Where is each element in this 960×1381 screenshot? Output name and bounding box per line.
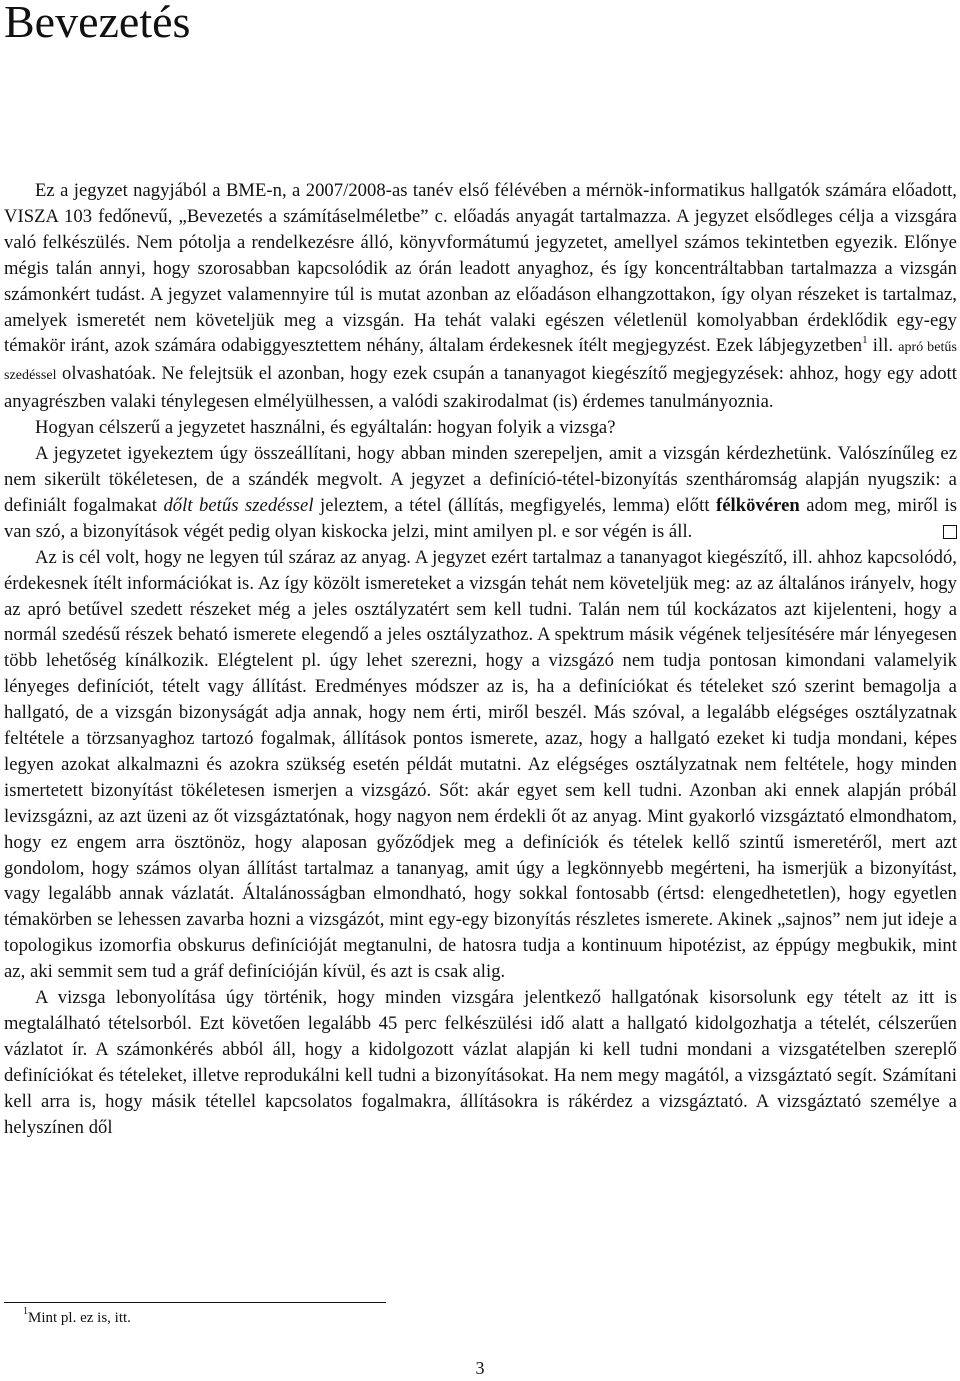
page-number: 3 <box>475 1358 485 1378</box>
paragraph-intro <box>4 178 957 415</box>
paragraph-structure <box>4 441 957 545</box>
footnote-text: Mint pl. ez is, itt. <box>28 1310 131 1326</box>
paragraph-grading: Az is cél volt, hogy ne legyen túl száraz az anyag. A jegyzet ezért tartalmaz a tananyagot kiegészítő, ill. ahhoz kapcsolódó, érdekesnek ítélt információkat is. Az így közölt ismereteket a vizsgán tehát nem követeljük meg: az az általános irányelv, hogy az apró betűvel szedett részeket még a jeles osztályzatért sem kell tudni. Talán nem túl kockázatos azt kijelenteni, hogy a normál szedésű részek beható ismerete elegendő a jeles osztályzathoz. A spektrum másik végének teljesítésére már lényegesen több lehetőség kínálkozik. Elégtelent pl. úgy lehet szerezni, hogy a vizsgázó nem tudja pontosan kimondani valamelyik lényeges definíciót, tételt vagy állítást. Eredményes módszer az is, ha a definíciókat és tételeket szó szerint bemagolja a hallgató, de a vizsgán bizonyságát adja annak, hogy nem érti, miről beszél. Más szóval, a legalább elégséges osztályzatnak feltétele a törzsanyaghoz tartozó fogalmak, állítások pontos ismerete, azaz, hogy a hallgató ezeket ki tudja mondani, képes legyen azokat alkalmazni és azokra szükség esetén példát mutatni. Az elégséges osztályzatnak nem feltétele, hogy minden ismertetett bizonyítást tökéletesen ismerjen a vizsgázó. Sőt: akár egyet sem kell tudni. Azonban aki ennek alapján próbál levizsgázni, az azt üzeni az őt vizsgáztatónak, hogy nagyon nem érdekli őt az anyag. Mint gyakorló vizsgáztató elmondhatom, hogy ez engem arra ösztönöz, hogy alaposan győződjek meg a definíciók és tételek kellő szintű ismeretéről, mert azt gondolom, hogy számos olyan állítást tartalmaz a tananyag, amit úgy a legkönnyebb megérteni, ha ismerjük a bizonyítást, vagy legalább annak vázlatát. Általánosságban elmondható, hogy sokkal fontosabb (értsd: elengedhetetlen), hogy egyetlen témakörben se lehessen zavarba hozni a vizsgázót, mint egy-egy bizonyítás részletes ismerete. Akinek „sajnos” nem jut ideje a topologikus izomorfia obskurus definícióját megtanulni, de hatosra tudja a kontinuum hipotézist, az éppúgy megbukik, mint az, aki semmit sem tud a gráf definícióján kívül, és azt is csak alig. <box>4 546 957 983</box>
small-print-sample: apró betűs szedéssel <box>4 340 957 384</box>
intro-text-a: Ez a jegyzet nagyjából a BME-n, a 2007/2008-as tanév első félévében a mérnök-informatikus hallgatók számára előadott, VISZA 103 fedőnevű, „Bevezetés a számításelméletbe” c. előadás anyagát tartalmazza. A jegyzet elsődleges célja a vizsgára való felkészülés. Nem pótolja a rendelkezésre álló, könyvformátumú jegyzetet, amellyel számos tekintetben egyezik. Előnye mégis talán annyi, hogy szorosabban kapcsolódik az órán leadott anyaghoz, és így koncentráltabban tartalmazza a vizsgán számonkért tudást. A jegyzet valamennyire túl is mutat azonban az előadáson elhangzottakon, így olyan részeket is tartalmaz, amelyek ismeretét nem követeljük meg a vizsgán. Ha tehát valaki egészen véletlenül komolyabban érdeklődik egy-egy témakör iránt, azok számára odabiggyesztettem néhány, általam érdekesnek ítélt megjegyzést. Ezek lábjegyzetben <box>4 180 957 357</box>
structure-text-a: A jegyzetet igyekeztem úgy összeállítani, hogy abban minden szerepeljen, amit a vizsgán kérdezhetünk. Valószínűleg ez nem sikerült tökéletesen, de a szándék megvolt. A jegyzet a definíció-tétel-bizonyítás szentháromság alapján nyugszik: a definiált fogalmakat <box>4 443 957 516</box>
footnote-reference: 1 <box>862 334 868 347</box>
footnote-mark: 1 <box>23 1306 28 1317</box>
qed-box-icon <box>943 525 957 539</box>
footnote <box>23 1306 131 1327</box>
intro-text-b: ill. <box>867 335 899 357</box>
footnote-divider <box>4 1302 386 1303</box>
chapter-title: Bevezetés <box>4 0 191 47</box>
paragraph-exam-procedure: A vizsga lebonyolítása úgy történik, hogy minden vizsgára jelentkező hallgatónak kisorsolunk egy tételt az itt is megtalálható tételsorból. Ezt követően legalább 45 perc felkészülési idő alatt a hallgató kidolgozhatja a tételét, célszerűen vázlatot ír. A számonkérés abból áll, hogy a kidolgozott vázlat alapján ki kell tudni mondani a vizsgatételben szereplő definíciókat és tételeket, illetve reprodukálni kell tudni a bizonyításokat. Ha nem megy magától, a vizsgáztató segít. Számítani kell arra is, hogy másik tétellel kapcsolatos fogalmakra, állításokra is rákérdez a vizsgáztató. A vizsgáztató személye a helyszínen dől <box>4 987 957 1138</box>
structure-text-c: adom meg, miről is van szó, a bizonyítások végét pedig olyan kiskocka jelzi, mint amilyen pl. e sor végén is áll. <box>4 494 958 542</box>
paragraph-question: Hogyan célszerű a jegyzetet használni, és egyáltalán: hogyan folyik a vizsga? <box>35 417 616 439</box>
bold-theorem-sample: félkövéren <box>716 494 800 516</box>
body-text <box>4 178 957 1141</box>
italic-definition-sample: dőlt betűs szedéssel <box>163 494 314 516</box>
intro-text-c: olvashatóak. Ne felejtsük el azonban, hogy ezek csupán a tananyagot kiegészítő megjegyzések: ahhoz, hogy egy adott anyagrészben valaki ténylegesen elmélyülhessen, a valódi szakirodalmat (is) érdemes tanulmányoznia. <box>4 363 957 413</box>
structure-text-b: jeleztem, a tétel (állítás, megfigyelés, lemma) előtt <box>313 494 716 516</box>
